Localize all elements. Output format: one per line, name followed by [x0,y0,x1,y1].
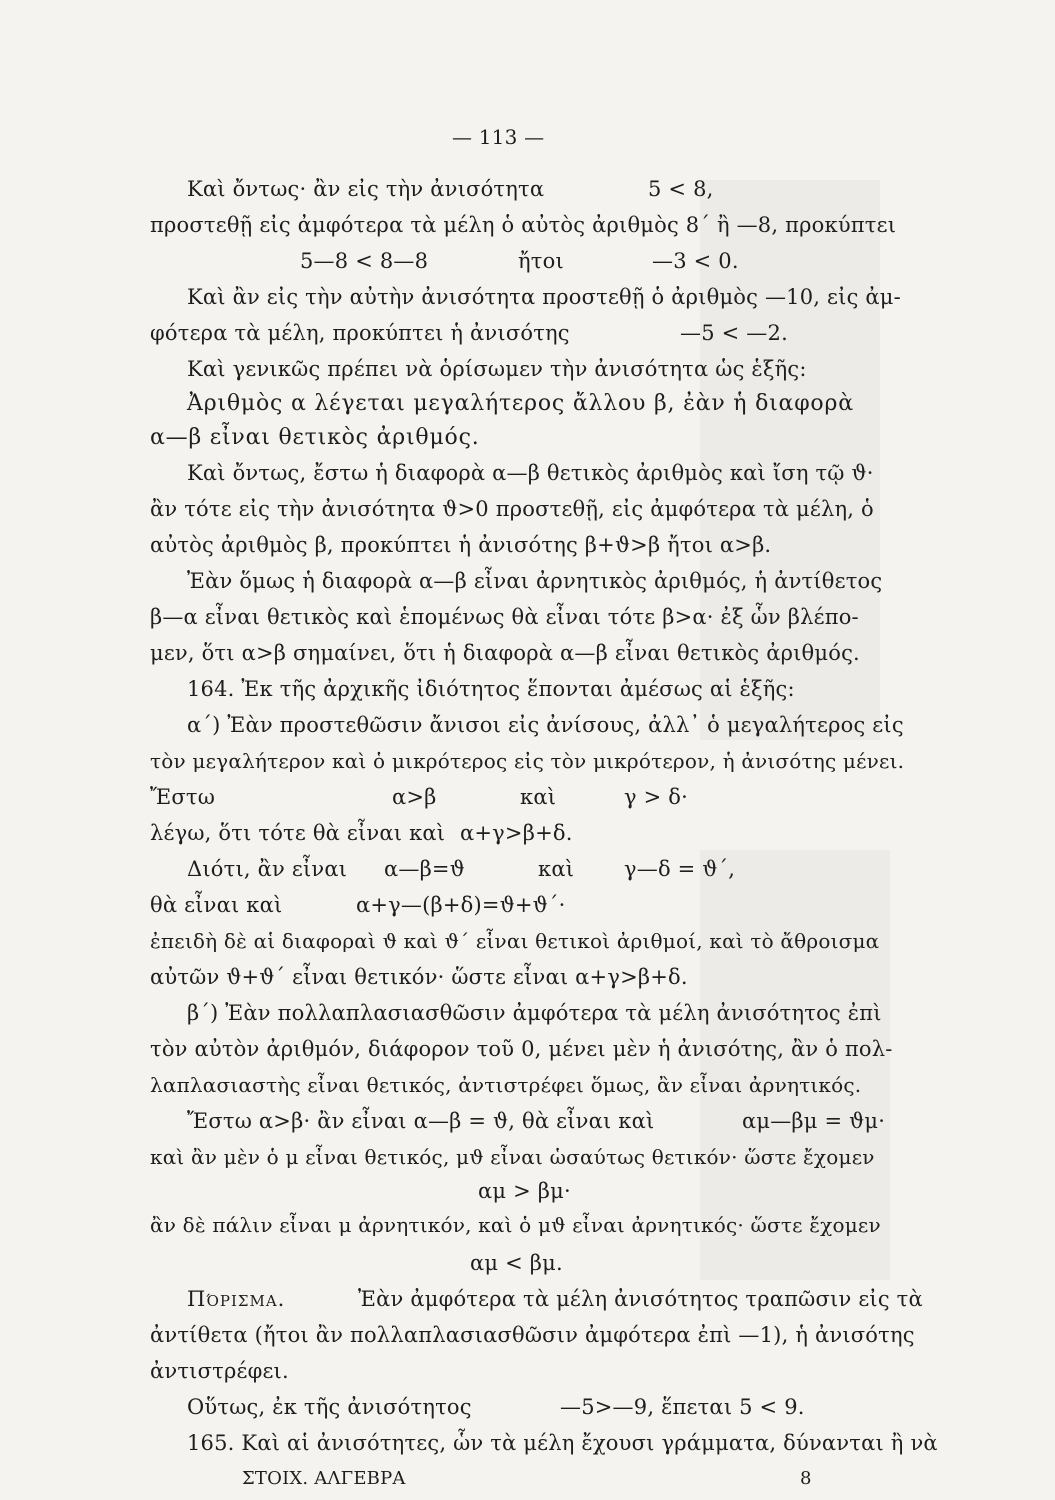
text-line: Ἐὰν ἀμφότερα τὰ μέλη ἀνισότητος τραπῶσιν εἰς τὰ [358,1287,923,1311]
text-line: α΄) Ἐὰν προστεθῶσιν ἄνισοι εἰς ἀνίσους, ἀλλ᾽ ὁ μεγαλήτερος εἰς [187,713,904,737]
text-line: Καὶ ἂν εἰς τὴν αὐτὴν ἀνισότητα προστεθῇ ὁ ἀριθμὸς —10, εἰς ἀμ- [187,285,901,309]
text-line: τὸν αὐτὸν ἀριθμόν, διάφορον τοῦ 0, μένει μὲν ἡ ἀνισότης, ἂν ὁ πολ- [150,1037,893,1061]
text-line: προστεθῇ εἰς ἀμφότερα τὰ μέλη ὁ αὐτὸς ἀριθμὸς 8΄ ἢ —8, προκύπτει [150,213,897,237]
text-line: ἂν τότε εἰς τὴν ἀνισότητα ϑ>0 προστεθῇ, εἰς ἀμφότερα τὰ μέλη, ὁ [150,497,874,521]
inequality: γ > δ· [624,785,689,809]
inequality: 5—8 < 8—8 [300,249,429,273]
definition-line: α—β εἶναι θετικὸς ἀριθμός. [150,425,480,450]
footer-title: ΣΤΟΙΧ. ΑΛΓΕΒΡΑ [242,1468,406,1489]
section-heading: 165. Καὶ αἱ ἀνισότητες, ὧν τὰ μέλη ἔχουσι γράμματα, δύνανται ἢ νὰ [187,1431,938,1455]
text-line: Καὶ ὄντως· ἂν εἰς τὴν ἀνισότητα [187,177,545,201]
text-line: Ἔστω α>β· ἂν εἶναι α—β = ϑ, θὰ εἶναι καὶ [187,1109,655,1133]
text-line: θὰ εἶναι καὶ [150,893,283,917]
inequality: αμ > βμ· [478,1179,571,1203]
text-line: τὸν μεγαλήτερον καὶ ὁ μικρότερος εἰς τὸν μικρότερον, ἡ ἀνισότης μένει. [150,749,905,773]
text-line: Διότι, ἂν εἶναι [187,857,348,881]
text-line: μεν, ὅτι α>β σημαίνει, ὅτι ἡ διαφορὰ α—β εἶναι θετικὸς ἀριθμός. [150,641,860,665]
text-line: καὶ ἂν μὲν ὁ μ εἶναι θετικός, μϑ εἶναι ὡσαύτως θετικόν· ὥστε ἔχομεν [150,1145,875,1169]
text-line: ἐπειδὴ δὲ αἱ διαφοραὶ ϑ καὶ ϑ΄ εἶναι θετικοὶ ἀριθμοί, καὶ τὸ ἄθροισμα [150,929,880,953]
corollary-label: Πόρισμα. [187,1287,286,1311]
inequality: αμ < βμ. [470,1251,563,1275]
text-line: Ἐὰν ὅμως ἡ διαφορὰ α—β εἶναι ἀρνητικὸς ἀριθμός, ἡ ἀντίθετος [187,569,883,593]
equation: α—β=ϑ [384,857,465,881]
definition-line: Ἀριθμὸς α λέγεται μεγαλήτερος ἄλλου β, ἐὰν ἡ διαφορὰ [187,391,854,416]
text-line: φότερα τὰ μέλη, προκύπτει ἡ ἀνισότης [150,321,570,345]
text-line: β΄) Ἐὰν πολλαπλασιασθῶσιν ἀμφότερα τὰ μέλη ἀνισότητος ἐπὶ [187,1001,882,1025]
text-line: ἂν δὲ πάλιν εἶναι μ ἀρνητικόν, καὶ ὁ μϑ εἶναι ἀρνητικός· ὥστε ἔχομεν [150,1213,881,1237]
text-line: αὐτῶν ϑ+ϑ΄ εἶναι θετικόν· ὥστε εἶναι α+γ>β+δ. [150,965,688,989]
text-line: ἤτοι [518,249,564,273]
text-line: ἀντίθετα (ἤτοι ἂν πολλαπλασιασθῶσιν ἀμφότερα ἐπὶ —1), ἡ ἀνισότης [150,1323,915,1347]
text-line: λέγω, ὅτι τότε θὰ εἶναι καὶ [150,821,446,845]
text-line: β—α εἶναι θετικὸς καὶ ἑπομένως θὰ εἶναι τότε β>α· ἐξ ὧν βλέπο- [150,605,859,629]
inequality: —3 < 0. [652,249,739,273]
text-line: ἀντιστρέφει. [150,1359,289,1383]
inequality: —5 < —2. [680,321,788,345]
inequality: α+γ>β+δ. [460,821,573,845]
text-line: αὐτὸς ἀριθμὸς β, προκύπτει ἡ ἀνισότης β+ϑ>β ἤτοι α>β. [150,533,772,557]
inequality: α>β [392,785,437,809]
equation: α+γ—(β+δ)=ϑ+ϑ΄· [356,893,566,917]
text-line: καὶ [538,857,575,881]
equation: αμ—βμ = ϑμ· [742,1109,886,1133]
footer-signature: 8 [800,1468,812,1489]
page-number: — 113 — [452,125,545,149]
text-line: Ἔστω [150,785,216,809]
section-heading: 164. Ἐκ τῆς ἀρχικῆς ἰδιότητος ἕπονται ἀμέσως αἱ ἑξῆς: [187,677,795,701]
equation: γ—δ = ϑ΄, [624,857,736,881]
text-line: Οὕτως, ἐκ τῆς ἀνισότητος [187,1395,472,1419]
text-line: λαπλασιαστὴς εἶναι θετικός, ἀντιστρέφει ὅμως, ἂν εἶναι ἀρνητικός. [150,1073,862,1097]
text-line: Καὶ γενικῶς πρέπει νὰ ὁρίσωμεν τὴν ἀνισότητα ὡς ἑξῆς: [187,357,807,381]
inequality: —5>—9, ἕπεται 5 < 9. [560,1395,805,1419]
text-line: Καὶ ὄντως, ἔστω ἡ διαφορὰ α—β θετικὸς ἀριθμὸς καὶ ἴση τῷ ϑ· [187,461,874,485]
text-line: καὶ [520,785,557,809]
inequality: 5 < 8, [648,177,714,201]
